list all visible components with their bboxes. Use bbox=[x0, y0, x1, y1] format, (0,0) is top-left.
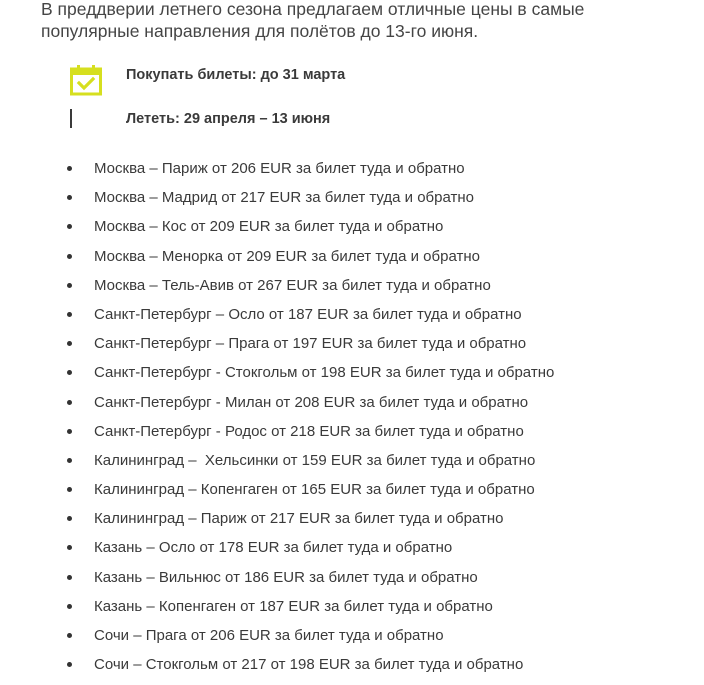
buy-period-label: Покупать билеты: до 31 марта bbox=[126, 67, 346, 83]
route-text: Сочи – Прага от 206 EUR за билет туда и обратно bbox=[94, 627, 444, 644]
route-text: Казань – Копенгаген от 187 EUR за билет туда и обратно bbox=[94, 597, 493, 615]
route-text: Казань – Осло от 178 EUR за билет туда и обратно bbox=[94, 539, 453, 557]
fly-period-row bbox=[70, 109, 331, 141]
bullet-icon bbox=[67, 341, 72, 346]
bullet-icon bbox=[67, 458, 72, 463]
fly-period-label: Лететь: 29 апреля – 13 июня bbox=[126, 111, 331, 127]
route-text: Санкт-Петербург - Родос от 218 EUR за билет туда и обратно bbox=[94, 422, 524, 440]
bullet-icon bbox=[67, 604, 72, 609]
bullet-icon bbox=[67, 283, 72, 288]
bullet-icon bbox=[67, 487, 72, 492]
route-text: Москва – Менорка от 209 EUR за билет туда и обратно bbox=[94, 247, 480, 265]
empty-square-icon bbox=[70, 109, 102, 141]
bullet-icon bbox=[67, 516, 72, 521]
bullet-icon bbox=[67, 429, 72, 434]
route-text: Санкт-Петербург – Прага от 197 EUR за билет туда и обратно bbox=[94, 335, 527, 353]
bullet-icon bbox=[67, 633, 72, 638]
route-text: Москва – Мадрид от 217 EUR за билет туда и обратно bbox=[94, 189, 474, 207]
route-text: Калининград – Копенгаген от 165 EUR за билет туда и обратно bbox=[94, 481, 535, 499]
route-text: Калининград – Париж от 217 EUR за билет туда и обратно bbox=[94, 510, 504, 528]
route-text: Санкт-Петербург – Осло от 187 EUR за билет туда и обратно bbox=[94, 305, 522, 323]
bullet-icon bbox=[67, 370, 72, 375]
route-text: Москва – Кос от 209 EUR за билет туда и обратно bbox=[94, 218, 444, 236]
bullet-icon bbox=[67, 575, 72, 580]
buy-period-row bbox=[70, 64, 346, 96]
bullet-icon bbox=[67, 166, 72, 171]
bullet-icon bbox=[67, 224, 72, 229]
bullet-icon bbox=[67, 312, 72, 317]
route-text: Москва – Париж от 206 EUR за билет туда и обратно bbox=[94, 160, 465, 177]
intro-text: В преддверии летнего сезона предлагаем отличные цены в самые популярные направления для полётов до 13-го июня. bbox=[41, 0, 585, 41]
route-text: Москва – Тель-Авив от 267 EUR за билет туда и обратно bbox=[94, 276, 491, 294]
route-text: Казань – Вильнюс от 186 EUR за билет туда и обратно bbox=[94, 568, 478, 586]
bullet-icon bbox=[67, 400, 72, 405]
route-text: Санкт-Петербург - Милан от 208 EUR за билет туда и обратно bbox=[94, 393, 529, 411]
bullet-icon bbox=[67, 662, 72, 667]
bullet-icon bbox=[67, 545, 72, 550]
bullet-icon bbox=[67, 254, 72, 259]
route-text: Санкт-Петербург - Стокгольм от 198 EUR за билет туда и обратно bbox=[94, 364, 555, 382]
route-text: Сочи – Стокгольм от 217 от 198 EUR за билет туда и обратно bbox=[94, 656, 524, 674]
bullet-icon bbox=[67, 195, 72, 200]
route-text: Калининград – Хельсинки от 159 EUR за билет туда и обратно bbox=[94, 451, 536, 469]
calendar-check-icon bbox=[70, 64, 102, 96]
